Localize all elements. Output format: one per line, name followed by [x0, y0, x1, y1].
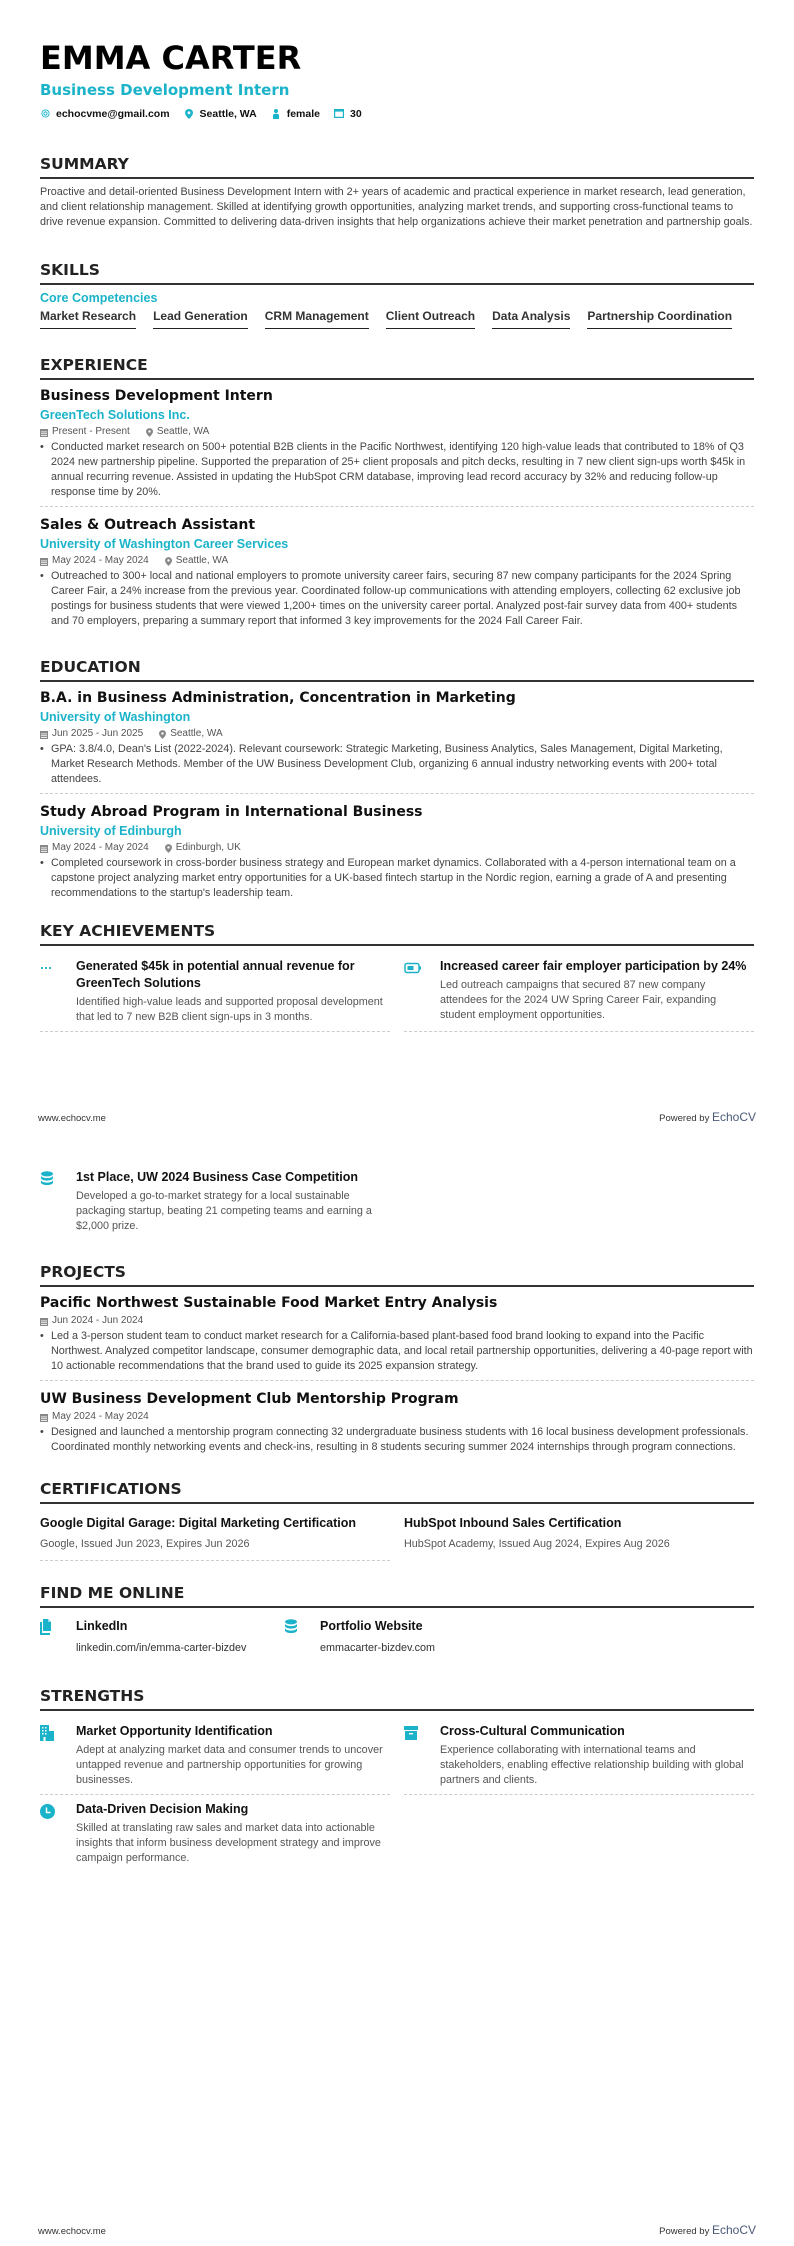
section-heading: EDUCATION	[40, 657, 754, 682]
achievement-desc: Led outreach campaigns that secured 87 new company attendees for the 2024 UW Spring Career Fair, expanding student employment opportunities.	[440, 979, 717, 1021]
section-heading: KEY ACHIEVEMENTS	[40, 921, 754, 946]
entry-meta	[40, 1409, 754, 1425]
bullet-point: • Led a 3-person student team to conduct market research for a California-based plant-based food brand looking to expand into the Pacific Northwest. Analyzed competitor landscape, consumer demographic data, and local retail partnership opportunities, delivering a 40-page report with 10 actionable recommendations that the brand used to guide its 2025 expansion strategy.	[40, 1330, 753, 1372]
map-pin-icon	[184, 109, 194, 120]
powered-by-label: Powered by	[659, 2226, 710, 2237]
online-section	[40, 1583, 754, 1656]
summary-text: Proactive and detail-oriented Business Development Intern with 2+ years of academic and practical experience in market research, lead generation, and client relationship management. Skilled at identifying growth opportunities, analyzing market trends, and supporting cross-functional teams to drive revenue expansion. Committed to delivering data-driven insights that help organizations achieve their market penetration and partnership goals.	[40, 186, 753, 228]
certification-item	[40, 1510, 390, 1561]
skill-tag: Partnership Coordination	[587, 309, 732, 329]
page-footer	[0, 1110, 794, 1124]
bullet-point: • Outreached to 300+ local and national employers to promote university career fairs, securing 87 new company participants for the 2024 Spring Career Fair, a 24% increase from the previous year. Coordinated follow-up communications with attending employers, collecting 62 exclusive job postings for business students that were viewed 1,200+ times on the university career portal. Analyzed post-fair survey data from 400+ students and 70 employers, preparing a summary report that informed 3 key improvements for the 2024 Fall Career Fair.	[40, 569, 754, 629]
footer-site[interactable]: www.echocv.me	[38, 2226, 106, 2237]
bullet-text: Outreached to 300+ local and national employers to promote university career fairs, securing 87 new company participants for the 2024 Spring Career Fair, a 24% increase from the previous year. Coordinated follow-up communications with attending employers, collecting 62 exclusive job postings for business students that were viewed 1,200+ times on the university career portal. Analyzed post-fair survey data from 400+ students and 70 employers, preparing a summary report that informed 3 key improvements for the 2024 Fall Career Fair.	[51, 570, 741, 627]
online-title: LinkedIn	[76, 1619, 128, 1633]
location: Edinburgh, UK	[175, 842, 241, 853]
online-list	[40, 1614, 754, 1656]
date-range: May 2024 - May 2024	[52, 842, 149, 853]
location: Seattle, WA	[175, 555, 229, 566]
contact-gender	[271, 108, 320, 120]
strength-card	[404, 1717, 754, 1795]
location: Seattle, WA	[170, 728, 223, 739]
education-section	[40, 657, 754, 907]
degree-title: B.A. in Business Administration, Concentration in Marketing	[40, 690, 516, 706]
achievement-card	[40, 1163, 390, 1240]
footer-powered	[659, 2223, 756, 2237]
strength-desc: Experience collaborating with international teams and stakeholders, enabling effective relationship building with global partners and clients.	[440, 1744, 744, 1786]
school-name: University of Edinburgh	[40, 824, 182, 838]
achievement-title: 1st Place, UW 2024 Business Case Competition	[76, 1170, 359, 1184]
battery-icon	[404, 958, 440, 1025]
skills-section	[40, 260, 754, 337]
candidate-title: Business Development Intern	[40, 81, 290, 99]
bullet-point: • Designed and launched a mentorship program connecting 32 undergraduate business students with 16 local business development professionals. Coordinated monthly networking events and check-ins, resulting in 8 students securing summer 2024 internships through program connections.	[40, 1425, 754, 1455]
database-icon	[284, 1618, 320, 1656]
strength-title: Market Opportunity Identification	[76, 1724, 273, 1738]
online-url[interactable]: linkedin.com/in/emma-carter-bizdev	[76, 1642, 247, 1654]
section-heading: FIND ME ONLINE	[40, 1583, 754, 1608]
summary-section	[40, 154, 754, 230]
date-range: Jun 2024 - Jun 2024	[52, 1315, 144, 1326]
location: Seattle, WA	[156, 426, 210, 437]
contact-age	[334, 108, 362, 120]
document-icon	[40, 1618, 76, 1656]
calendar-icon	[40, 840, 48, 856]
company-name: University of Washington Career Services	[40, 537, 289, 551]
map-pin-icon	[159, 726, 166, 742]
section-heading: SKILLS	[40, 260, 754, 285]
map-pin-icon	[165, 553, 172, 569]
archive-icon	[404, 1723, 440, 1788]
project-entry	[40, 1293, 754, 1381]
clock-icon	[40, 1801, 76, 1866]
date-range: Present - Present	[52, 426, 130, 437]
entry-meta	[40, 840, 754, 856]
ellipsis-icon	[40, 958, 76, 1025]
section-heading: EXPERIENCE	[40, 355, 754, 380]
school-name: University of Washington	[40, 710, 191, 724]
map-pin-icon	[165, 840, 172, 856]
resume-page-2	[0, 1123, 794, 2246]
bullet-text: Conducted market research on 500+ potential B2B clients in the Pacific Northwest, identifying 120 high-value leads that contributed to 18% of Q3 2024 new partnership pipeline. Supported the preparation of 25+ client proposals and pitch decks, resulting in 7 new client sign-ups worth $45k in annual recurring revenue. Assisted in updating the HubSpot CRM database, improving lead record accuracy by 32% and reducing follow-up response time by 20%.	[51, 441, 746, 498]
entry-meta	[40, 424, 754, 440]
date-range: Jun 2025 - Jun 2025	[52, 728, 144, 739]
project-title: UW Business Development Club Mentorship Program	[40, 1391, 459, 1407]
calendar-icon	[40, 1313, 48, 1329]
bullet-point: • Completed coursework in cross-border business strategy and European market dynamics. Collaborated with a 4-person international team on a capstone project analyzing market entry opportunities for a UK-based fintech startup in the Nordic region, earning a grade of A and presenting recommendations to the startup's leadership team.	[40, 856, 754, 901]
achievement-title: Generated $45k in potential annual revenue for GreenTech Solutions	[76, 959, 355, 990]
calendar-icon	[40, 1409, 48, 1425]
section-heading: CERTIFICATIONS	[40, 1479, 754, 1504]
footer-site[interactable]: www.echocv.me	[38, 1113, 106, 1124]
achievement-desc: Identified high-value leads and supported proposal development that led to 7 new B2B client sign-ups in 3 months.	[76, 996, 383, 1023]
entry-meta	[40, 726, 754, 742]
date-range: May 2024 - May 2024	[52, 555, 149, 566]
skill-tag: CRM Management	[265, 309, 369, 329]
education-entry	[40, 802, 754, 907]
contact-location	[184, 108, 257, 120]
section-heading: STRENGTHS	[40, 1686, 754, 1711]
entry-meta	[40, 553, 754, 569]
brand-name: EchoCV	[711, 1110, 756, 1124]
contact-row	[40, 108, 754, 120]
online-item-portfolio[interactable]	[284, 1614, 528, 1656]
experience-entry	[40, 386, 754, 507]
certification-grid	[40, 1510, 754, 1561]
project-entry	[40, 1389, 754, 1461]
strength-desc: Adept at analyzing market data and consumer trends to uncover untapped revenue and partnership opportunities for growing businesses.	[76, 1744, 383, 1786]
contact-email[interactable]	[40, 108, 170, 120]
calendar-icon	[40, 553, 48, 569]
at-icon	[40, 109, 50, 120]
age-value: 30	[350, 108, 362, 120]
online-url[interactable]: emmacarter-bizdev.com	[320, 1642, 435, 1654]
strength-card	[40, 1795, 390, 1872]
certification-title: Google Digital Garage: Digital Marketing Certification	[40, 1516, 357, 1530]
strength-card	[40, 1717, 390, 1795]
entry-meta	[40, 1313, 754, 1329]
building-icon	[40, 1723, 76, 1788]
achievement-card	[40, 952, 390, 1032]
bullet-text: Designed and launched a mentorship program connecting 32 undergraduate business students with 16 local business development professionals. Coordinated monthly networking events and check-ins, resulting in 8 students securing summer 2024 internships through program connections.	[51, 1426, 749, 1453]
section-heading: PROJECTS	[40, 1262, 754, 1287]
strength-title: Cross-Cultural Communication	[440, 1724, 625, 1738]
achievement-card	[404, 952, 754, 1032]
page-footer	[0, 2223, 794, 2237]
experience-entry	[40, 515, 754, 635]
calendar-icon	[334, 109, 344, 120]
gender-value: female	[286, 108, 320, 120]
bullet-point: • Conducted market research on 500+ potential B2B clients in the Pacific Northwest, identifying 120 high-value leads that contributed to 18% of Q3 2024 new partnership pipeline. Supported the preparation of 25+ client proposals and pitch decks, resulting in 7 new client sign-ups worth $45k in annual recurring revenue. Assisted in updating the HubSpot CRM database, improving lead record accuracy by 32% and reducing follow-up response time by 20%.	[40, 440, 754, 500]
certification-item	[404, 1510, 754, 1561]
online-item-linkedin[interactable]	[40, 1614, 284, 1656]
certification-desc: HubSpot Academy, Issued Aug 2024, Expires Aug 2026	[404, 1538, 670, 1550]
section-heading: SUMMARY	[40, 154, 754, 179]
bullet-text: Completed coursework in cross-border business strategy and European market dynamics. Collaborated with a 4-person international team on a capstone project analyzing market entry opportunities for a UK-based fintech startup in the Nordic region, earning a grade of A and presenting recommendations to the startup's leadership team.	[51, 857, 736, 899]
skill-tag: Lead Generation	[153, 309, 248, 329]
footer-powered	[659, 1110, 756, 1124]
achievement-grid	[40, 952, 754, 1032]
bullet-text: GPA: 3.8/4.0, Dean's List (2022-2024). Relevant coursework: Strategic Marketing, Business Analytics, Sales Management, Digital Marketing, Market Research Methods. Member of the UW Business Development Club, organizing 6 annual industry networking events with 200+ total attendees.	[51, 743, 723, 785]
achievement-title: Increased career fair employer participation by 24%	[440, 959, 747, 973]
certification-title: HubSpot Inbound Sales Certification	[404, 1516, 622, 1530]
email-value: echocvme@gmail.com	[56, 108, 170, 120]
strength-desc: Skilled at translating raw sales and market data into actionable insights that inform business development strategy and improve campaign performance.	[76, 1822, 381, 1864]
skill-group-label: Core Competencies	[40, 291, 158, 305]
job-title: Business Development Intern	[40, 388, 273, 404]
map-pin-icon	[146, 424, 153, 440]
skill-tag: Market Research	[40, 309, 136, 329]
experience-section	[40, 355, 754, 635]
skill-tag: Data Analysis	[492, 309, 570, 329]
person-icon	[271, 109, 281, 120]
project-title: Pacific Northwest Sustainable Food Market Entry Analysis	[40, 1295, 498, 1311]
strength-title: Data-Driven Decision Making	[76, 1802, 249, 1816]
bullet-text: Led a 3-person student team to conduct market research for a California-based plant-based food brand looking to expand into the Pacific Northwest. Analyzed competitor landscape, consumer demographic data, and local retail partnership opportunities, delivering a 40-page report with 10 actionable recommendations that the brand used to guide its 2025 expansion strategy.	[51, 1330, 753, 1372]
date-range: May 2024 - May 2024	[52, 1411, 149, 1422]
bullet-point: • GPA: 3.8/4.0, Dean's List (2022-2024). Relevant coursework: Strategic Marketing, Business Analytics, Sales Management, Digital Marketing, Market Research Methods. Member of the UW Business Development Club, organizing 6 annual industry networking events with 200+ total attendees.	[40, 742, 754, 787]
education-entry	[40, 688, 754, 794]
certification-desc: Google, Issued Jun 2023, Expires Jun 2026	[40, 1538, 250, 1550]
skill-list	[40, 309, 754, 337]
certifications-section	[40, 1479, 754, 1561]
achievement-grid-continued	[40, 1163, 754, 1240]
brand-name: EchoCV	[711, 2223, 756, 2237]
calendar-icon	[40, 424, 48, 440]
database-icon	[40, 1169, 76, 1234]
achievement-desc: Developed a go-to-market strategy for a local sustainable packaging startup, beating 21 competing teams and earning a $2,000 prize.	[76, 1190, 372, 1232]
strengths-section	[40, 1686, 754, 1872]
company-name: GreenTech Solutions Inc.	[40, 408, 190, 422]
powered-by-label: Powered by	[659, 1113, 710, 1124]
strength-grid	[40, 1717, 754, 1872]
online-title: Portfolio Website	[320, 1619, 423, 1633]
skill-tag: Client Outreach	[386, 309, 475, 329]
achievements-section	[40, 921, 754, 1032]
candidate-name: EMMA CARTER	[40, 39, 302, 77]
calendar-icon	[40, 726, 48, 742]
job-title: Sales & Outreach Assistant	[40, 517, 256, 533]
projects-section	[40, 1262, 754, 1461]
degree-title: Study Abroad Program in International Business	[40, 804, 423, 820]
location-value: Seattle, WA	[199, 108, 257, 120]
